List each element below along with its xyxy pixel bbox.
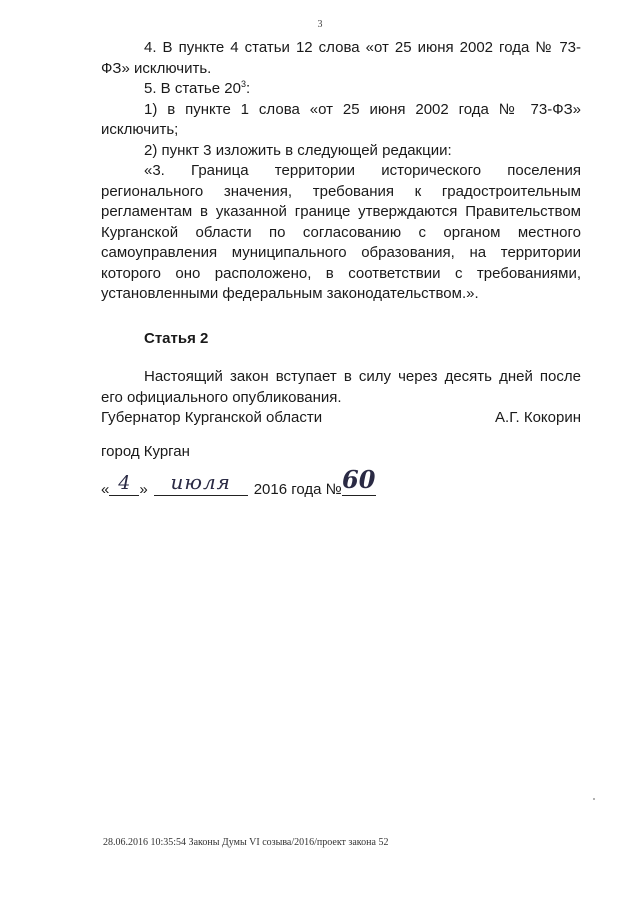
paragraph-item-5 (101, 79, 581, 100)
paragraph-item-5-colon: : (245, 80, 251, 97)
quoted-new-text: «3. Граница территории исторического поселения регионального значения, требования к градостроительным регламентам в указанной границе утверждаются Правительством Курганской области по согласованию с органом местного самоуправления муниципального образования, на территории которого оно расположено, в соответствии с требованиями, установленными федеральным законодательством.». (101, 162, 581, 302)
law-body (101, 38, 581, 408)
paragraph-item-5-text: 5. В статье 20 (144, 80, 241, 97)
document-footer: 28.06.2016 10:35:54 Законы Думы VI созыва/2016/проект закона 52 (103, 837, 389, 848)
article-2-text: Настоящий закон вступает в силу через десять дней после его официального опубликования. (101, 368, 581, 406)
scan-speck (593, 798, 595, 800)
signature-block (101, 409, 581, 426)
handwritten-month: июля (170, 470, 231, 494)
day-blank (109, 472, 139, 496)
city-name: город Курган (101, 443, 190, 460)
governor-title: Губернатор Курганской области (101, 409, 323, 426)
paragraph-item-4: 4. В пункте 4 статьи 12 слова «от 25 июня 2002 года № 73-ФЗ» исключить. (101, 39, 581, 77)
close-quote: » (139, 481, 148, 498)
month-blank (154, 470, 248, 496)
signing-date-line (101, 465, 376, 498)
governor-name: А.Г. Кокорин (495, 409, 581, 426)
open-quote: « (101, 481, 110, 498)
subparagraph-1: 1) в пункте 1 слова «от 25 июня 2002 года № 73-ФЗ» исключить; (101, 100, 581, 138)
subparagraph-2: 2) пункт 3 изложить в следующей редакции: (144, 141, 452, 159)
handwritten-law-number: 60 (342, 465, 376, 494)
article-2-heading: Статья 2 (144, 329, 209, 347)
handwritten-day: 4 (118, 472, 131, 494)
number-blank (342, 465, 376, 496)
page-number: 3 (317, 19, 323, 30)
year-and-number-label: 2016 года № (253, 481, 342, 498)
superscript-number: 3 (240, 79, 246, 89)
